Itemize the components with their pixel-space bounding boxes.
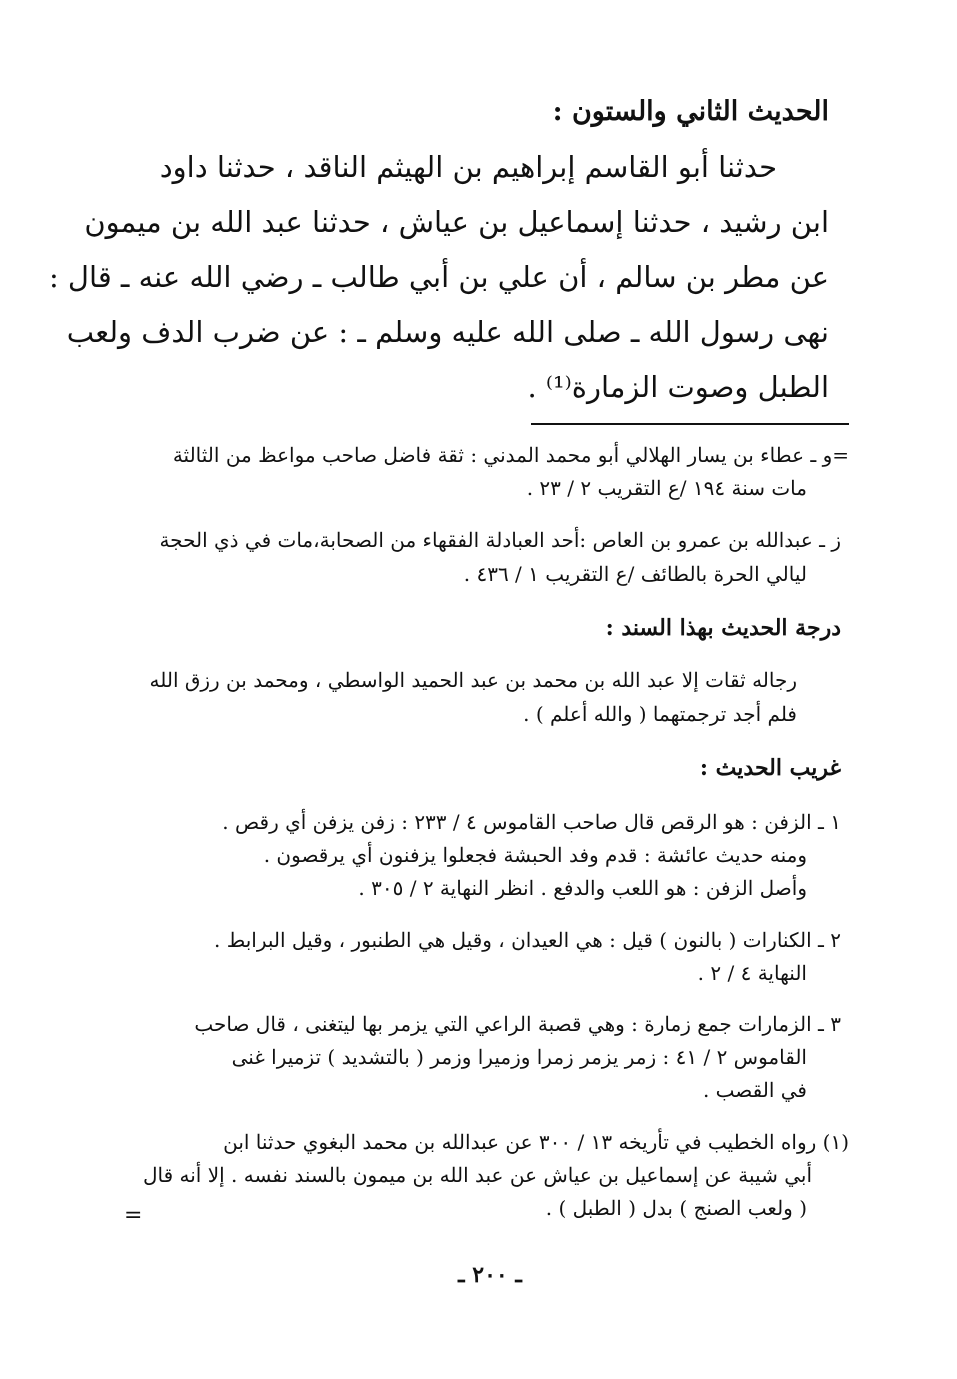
gharib-item: وأصل الزفن : هو اللعب والدفع . انظر النهاية ٢ / ٣٠٥ . <box>358 876 807 900</box>
footnote-separator <box>531 423 849 425</box>
footnote-text: (١) رواه الخطيب في تأريخه ١٣ / ٣٠٠ عن عبدالله بن محمد البغوي حدثنا ابن <box>223 1130 849 1154</box>
grade-text: فلم أجد ترجمتهما ( والله أعلم ) . <box>523 702 797 726</box>
narrator-note: =و ـ عطاء بن يسار الهلالي أبو محمد المدني : ثقة فاضل صاحب مواعظ من الثالثة <box>172 443 849 467</box>
footnote-text: ( ولعب الصنج ) بدل ( الطبل ) . <box>545 1196 807 1220</box>
page-number: ـ ٢٠٠ ـ <box>458 1262 522 1288</box>
gharib-item: ٣ ـ الزمارات جمع زمارة : وهي قصبة الراعي التي يزمر بها ليتغنى ، قال صاحب <box>194 1012 841 1036</box>
narrator-note: ليالي الحرة بالطائف /ع التقريب ١ / ٤٣٦ . <box>463 562 807 586</box>
hadith-title: الحديث الثاني والستون : <box>552 96 829 127</box>
hadith-line: نهى رسول الله ـ صلى الله عليه وسلم ـ : عن ضرب الدف ولعب <box>66 315 829 349</box>
gharib-item: النهاية ٤ / ٢ . <box>697 961 807 985</box>
continuation-mark: = <box>124 1203 143 1228</box>
narrator-note: مات سنة ١٩٤ /ع التقريب ٢ / ٢٣ . <box>526 476 807 500</box>
hadith-line: حدثنا أبو القاسم إبراهيم بن الهيثم الناقد ، حدثنا داود <box>159 150 777 184</box>
footnote-text: أبي شيبة عن إسماعيل بن عياش عن عبد الله بن ميمون بالسند نفسه . إلا أنه قال <box>142 1163 812 1187</box>
gharib-item: القاموس ٢ / ٤١ : زمر يزمر زمرا وزميرا وزمر ( بالتشديد ) تزميرا غنى <box>231 1045 807 1069</box>
narrator-note: ز ـ عبدالله بن عمرو بن العاص :أحد العبادلة الفقهاء من الصحابة،مات في ذي الحجة <box>159 528 841 552</box>
hadith-line: عن مطر بن سالم ، أن علي بن أبي طالب ـ رضي الله عنه ـ قال : <box>48 260 829 294</box>
hadith-line: الطبل وصوت الزمارة⁽¹⁾ . <box>527 370 829 404</box>
hadith-line: ابن رشيد ، حدثنا إسماعيل بن عياش ، حدثنا عبد الله بن ميمون <box>84 205 829 239</box>
gharib-item: ١ ـ الزفن : هو الرقص قال صاحب القاموس ٤ / ٢٣٣ : زفن يزفن أي رقص . <box>222 810 841 834</box>
gharib-item: في القصب . <box>702 1078 807 1102</box>
gharib-heading: غريب الحديث : <box>699 755 841 781</box>
grade-text: رجاله ثقات إلا عبد الله بن محمد بن عبد الحميد الواسطي ، ومحمد بن رزق الله <box>149 668 797 692</box>
gharib-item: ٢ ـ الكنارات ( بالنون ) قيل : هي العيدان ، وقيل هي الطنبور ، وقيل البرابط . <box>214 928 841 952</box>
gharib-item: ومنه حديث عائشة : قدم وفد الحبشة فجعلوا يزفنون أي يرقصون . <box>263 843 807 867</box>
grade-heading: درجة الحديث بهذا السند : <box>605 615 841 641</box>
